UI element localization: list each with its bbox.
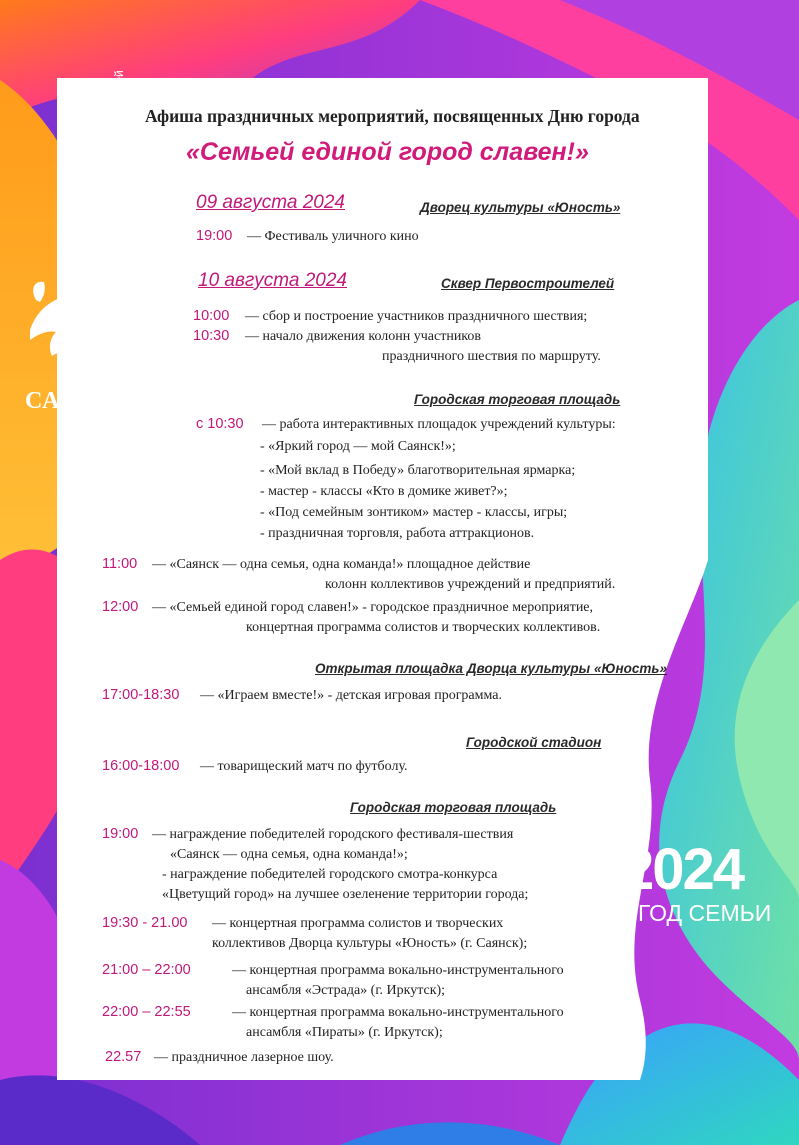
event-2a: — сбор и построение участников праздничного шествия; (245, 309, 588, 324)
time-3a: 11:00 (102, 556, 138, 572)
time-4: 17:00-18:30 (102, 687, 180, 703)
time-6c: 21:00 – 22:00 (102, 962, 191, 978)
event-6d-cont: ансамбля «Пираты» (г. Иркутск); (246, 1025, 443, 1040)
event-3: — работа интерактивных площадок учреждений культуры: (262, 417, 616, 432)
event-2b: — начало движения колонн участников (245, 329, 482, 344)
subitem-1: - «Яркий город — мой Саянск!»; (260, 439, 456, 454)
event-6a: — награждение победителей городского фестиваля-шествия (152, 827, 514, 842)
time-1: 19:00 (196, 228, 233, 244)
time-6b: 19:30 - 21.00 (102, 915, 188, 931)
event-4: — «Играем вместе!» - детская игровая программа. (200, 688, 502, 703)
date-2: 10 августа 2024 (198, 270, 347, 291)
event-1: — Фестиваль уличного кино (247, 229, 419, 244)
event-6a-line2: «Саянск — одна семья, одна команда!»; (170, 847, 408, 862)
event-3a: — «Саянск — одна семья, одна команда!» площадное действие (152, 557, 531, 572)
venue-3: Городская торговая площадь (414, 392, 621, 407)
time-2b: 10:30 (193, 328, 230, 344)
event-5: — товарищеский матч по футболу. (200, 759, 408, 774)
event-6e: — праздничное лазерное шоу. (154, 1050, 334, 1065)
venue-4: Открытая площадка Дворца культуры «Юность» (315, 661, 667, 676)
venue-2: Сквер Первостроителей (441, 276, 615, 291)
time-3: с 10:30 (196, 416, 244, 432)
time-6e: 22.57 (105, 1049, 142, 1065)
time-2a: 10:00 (193, 308, 230, 324)
venue-6: Городская торговая площадь (350, 800, 557, 815)
time-3b: 12:00 (102, 599, 139, 615)
event-6c-cont: ансамбля «Эстрада» (г. Иркутск); (246, 983, 446, 998)
event-6c: — концертная программа вокально-инструментального (232, 963, 564, 978)
subitem-5: - праздничная торговля, работа аттракционов. (260, 526, 535, 541)
hashtag-label: #вместе семьей (112, 70, 126, 160)
event-2b-cont: праздничного шествия по маршруту. (382, 349, 601, 364)
city-logo-text: САЯНСК (25, 388, 136, 414)
time-6a: 19:00 (102, 826, 139, 842)
event-3b-cont: концертная программа солистов и творческих коллективов. (246, 620, 601, 635)
year-badge: 2024 (622, 837, 744, 902)
subitem-4: - «Под семейным зонтиком» мастер - классы, игры; (260, 505, 568, 520)
event-6b: — концертная программа солистов и творческих (212, 916, 504, 931)
time-6d: 22:00 – 22:55 (102, 1004, 191, 1020)
subitem-3: - мастер - классы «Кто в домике живет?»; (260, 484, 508, 499)
venue-5: Городской стадион (466, 735, 602, 750)
date-1: 09 августа 2024 (196, 192, 345, 213)
time-5: 16:00-18:00 (102, 758, 180, 774)
event-3b: — «Семьей единой город славен!» - городское праздничное мероприятие, (152, 600, 594, 615)
event-6a-line3: - награждение победителей городского смотра-конкурса (162, 867, 498, 882)
event-6a-line4: «Цветущий город» на лучшее озеленение территории города; (162, 887, 529, 902)
subitem-2: - «Мой вклад в Победу» благотворительная ярмарка; (260, 463, 576, 478)
year-label: ГОД СЕМЬИ (638, 900, 772, 926)
venue-1: Дворец культуры «Юность» (420, 200, 621, 215)
event-3a-cont: колонн коллективов учреждений и предприятий. (325, 577, 616, 592)
event-6b-cont: коллективов Дворца культуры «Юность» (г. Саянск); (212, 936, 528, 951)
page-title: Афиша праздничных мероприятий, посвященных Дню города (145, 106, 640, 126)
event-6d: — концертная программа вокально-инструментального (232, 1005, 564, 1020)
slogan: «Семьей единой город славен!» (186, 138, 589, 166)
